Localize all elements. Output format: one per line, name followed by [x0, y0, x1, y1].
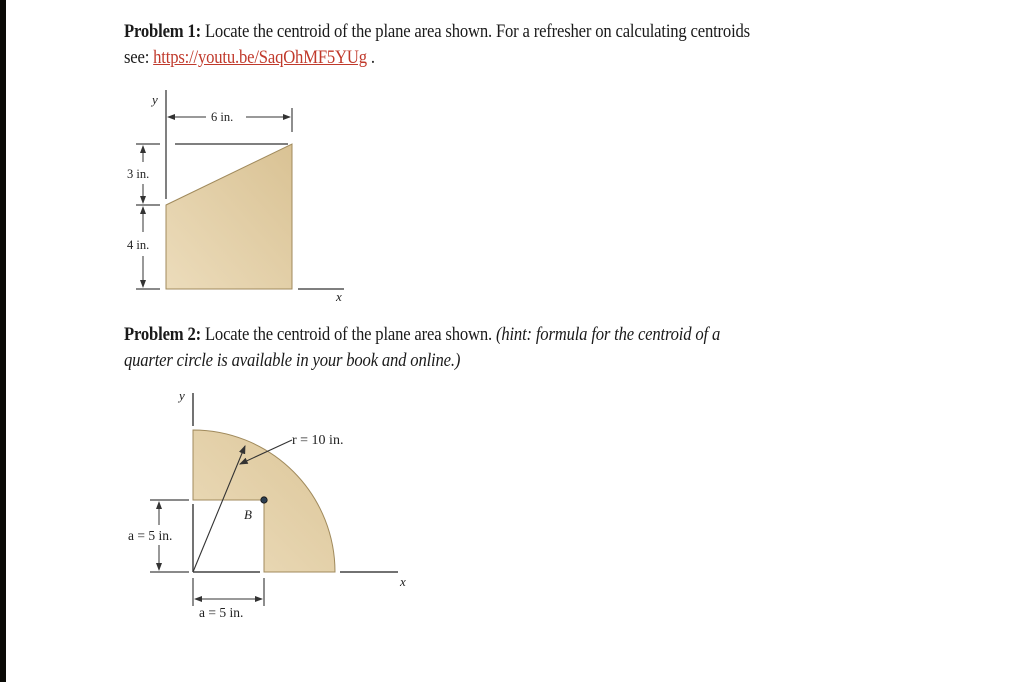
horizontal-dim-label: a = 5 in. [199, 605, 244, 620]
point-b-label: B [244, 507, 252, 522]
hint-text-1: (hint: formula for the centroid of a [495, 325, 721, 345]
youtube-link[interactable]: https://youtu.be/SaqOhMF5YUg [153, 48, 367, 68]
vertical-dim-label: a = 5 in. [128, 528, 173, 543]
problem1-label: Problem 1: [124, 22, 201, 42]
link-suffix: . [366, 48, 375, 68]
x-axis-label: x [336, 289, 342, 304]
lower-height-label: 4 in. [127, 238, 150, 252]
radius-label: r = 10 in. [292, 433, 344, 448]
upper-height-label: 3 in. [127, 167, 150, 181]
hint-text-2: quarter circle is available in your book and online.) [124, 351, 461, 371]
x-axis-label: x [400, 574, 406, 589]
see-label: see: [124, 48, 154, 68]
problem2-label: Problem 2: [124, 325, 201, 345]
problem2-statement: Locate the centroid of the plane area shown. [200, 325, 496, 345]
problem1-statement: Locate the centroid of the plane area shown. For a refresher on calculating centroids [200, 22, 750, 42]
point-b [261, 497, 267, 503]
y-axis-label: y [152, 92, 158, 107]
width-dim-label: 6 in. [211, 110, 234, 124]
y-axis-label: y [179, 388, 185, 403]
